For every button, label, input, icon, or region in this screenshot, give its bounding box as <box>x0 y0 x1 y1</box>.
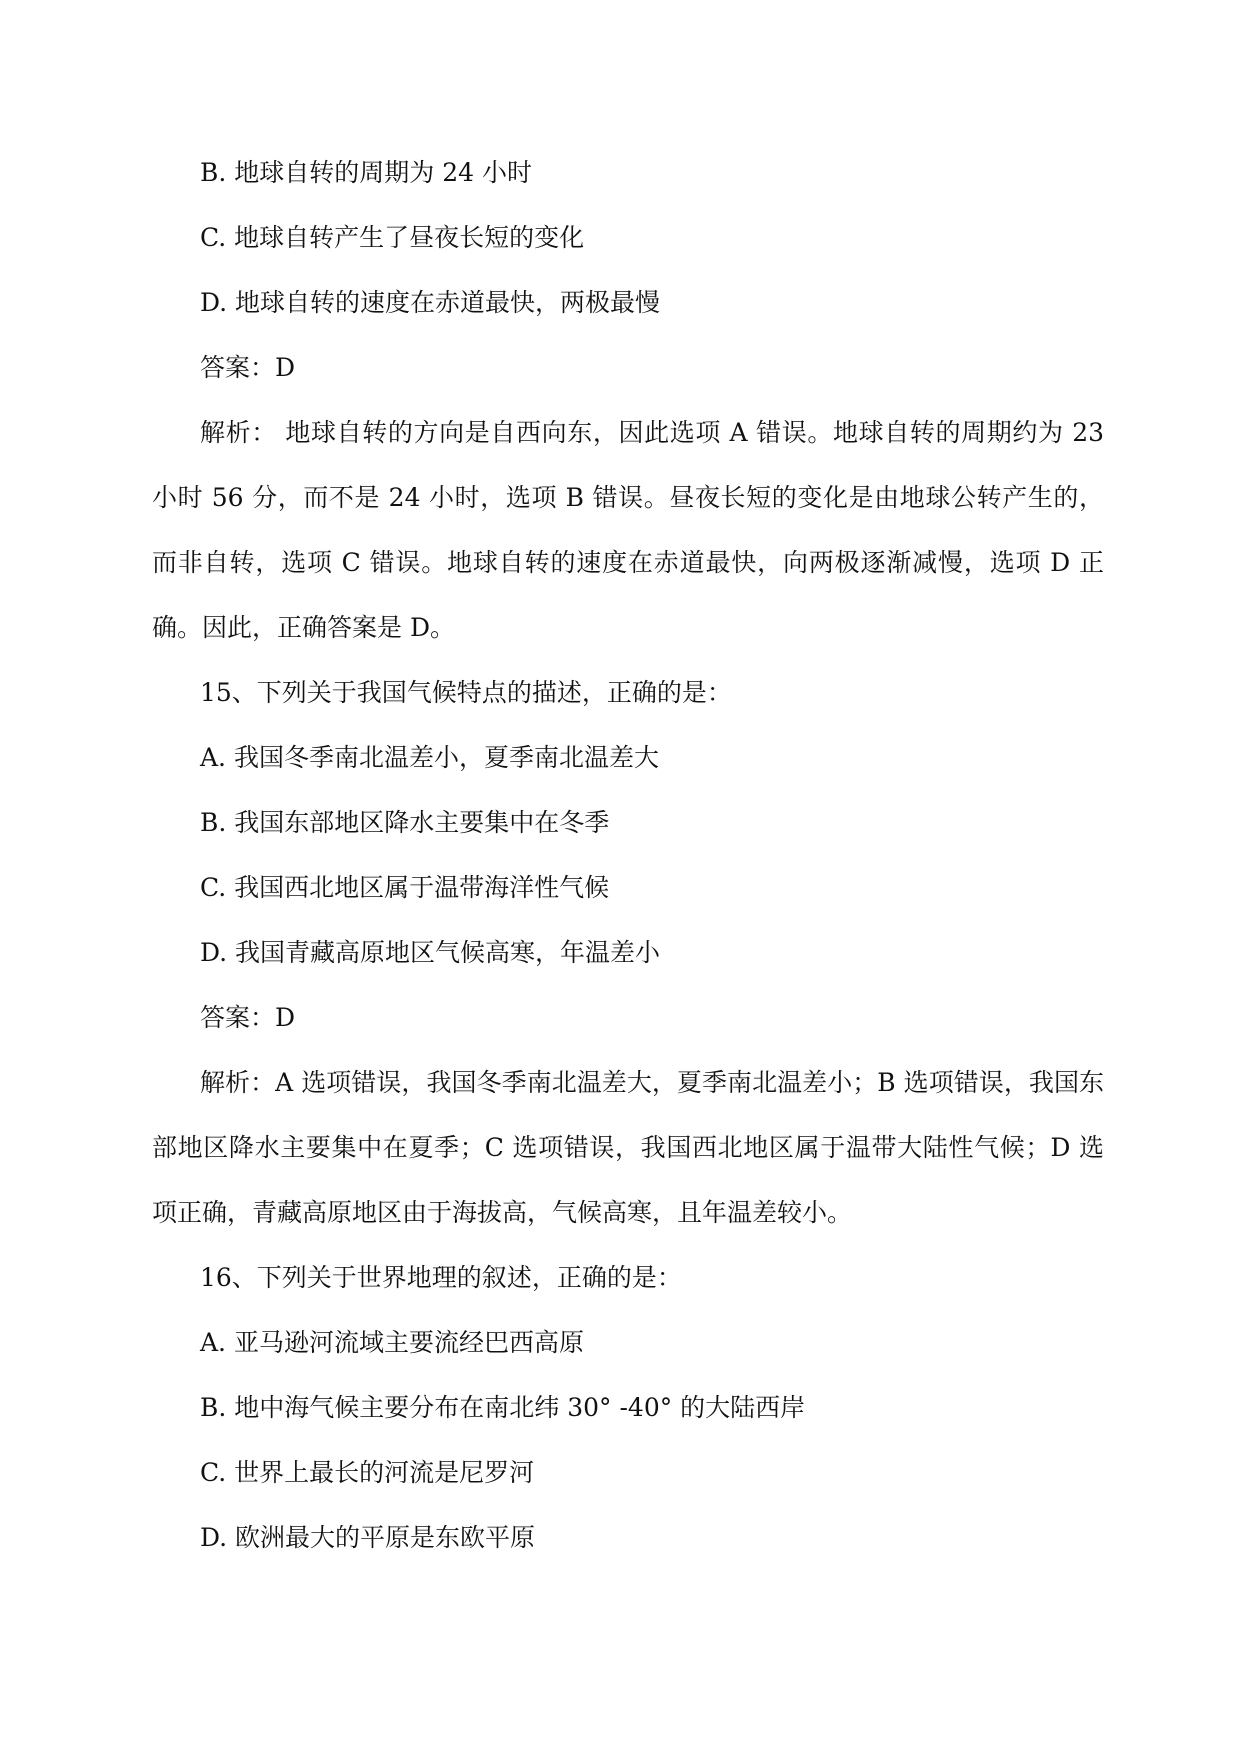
q15-option-a: A. 我国冬季南北温差小，夏季南北温差大 <box>200 743 659 772</box>
q15-analysis: 解析：A 选项错误，我国冬季南北温差大，夏季南北温差小；B 选项错误，我国东部地区降水主要集中在夏季；C 选项错误，我国西北地区属于温带大陆性气候；D 选项正确，青藏高原地区由于海拔高，气候高寒，且年温差较小。 <box>152 1068 1104 1227</box>
q14-option-d: D. 地球自转的速度在赤道最快，两极最慢 <box>200 288 661 317</box>
q15-question: 15、下列关于我国气候特点的描述，正确的是： <box>200 678 732 707</box>
page-content <box>152 140 1104 1570</box>
q15-answer: 答案：D <box>200 1003 296 1032</box>
q16-option-d: D. 欧洲最大的平原是东欧平原 <box>200 1523 536 1552</box>
q14-analysis: 解析： 地球自转的方向是自西向东，因此选项 A 错误。地球自转的周期约为 23 小时 56 分，而不是 24 小时，选项 B 错误。昼夜长短的变化是由地球公转产生的，而非自转，选项 C 错误。地球自转的速度在赤道最快，向两极逐渐减慢，选项 D 正确。因此，正确答案是 D。 <box>152 418 1104 642</box>
q16-question: 16、下列关于世界地理的叙述，正确的是： <box>200 1263 682 1292</box>
q15-option-b: B. 我国东部地区降水主要集中在冬季 <box>200 808 610 837</box>
q16-option-c: C. 世界上最长的河流是尼罗河 <box>200 1458 535 1487</box>
q14-answer: 答案：D <box>200 353 296 382</box>
q14-option-b: B. 地球自转的周期为 24 小时 <box>200 158 532 187</box>
q15-option-d: D. 我国青藏高原地区气候高寒，年温差小 <box>200 938 661 967</box>
q15-option-c: C. 我国西北地区属于温带海洋性气候 <box>200 873 610 902</box>
q16-option-b: B. 地中海气候主要分布在南北纬 30° -40° 的大陆西岸 <box>200 1393 806 1422</box>
q16-option-a: A. 亚马逊河流域主要流经巴西高原 <box>200 1328 584 1357</box>
q14-option-c: C. 地球自转产生了昼夜长短的变化 <box>200 223 585 252</box>
